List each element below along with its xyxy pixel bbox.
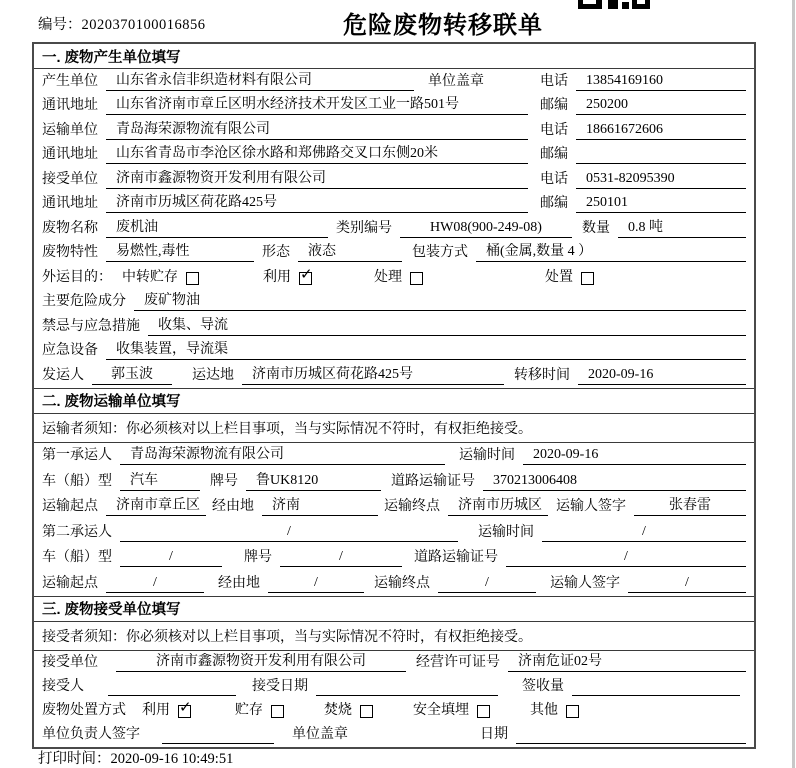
- field-label: 经营许可证号: [416, 654, 500, 670]
- checkbox-checked: [299, 264, 313, 285]
- field-value: HW08(900-249-08): [400, 219, 572, 238]
- field-label: 通讯地址: [42, 147, 98, 162]
- page-right-edge: [792, 0, 795, 768]
- field-value: 青岛海荣源物流有限公司: [106, 121, 528, 140]
- field-value: 液态: [298, 243, 402, 262]
- qr-code-fragment: [578, 0, 650, 9]
- field-value: 易燃性,毒性: [106, 243, 254, 262]
- print-time-value: 2020-09-16 10:49:51: [110, 751, 234, 767]
- checkbox-unchecked: [271, 705, 284, 718]
- field-label: 邮编: [540, 147, 568, 162]
- field-value: 废矿物油: [134, 292, 746, 311]
- field-value: 济南市鑫源物资开发利用有限公司: [106, 170, 528, 189]
- print-time-row: [38, 747, 233, 768]
- field-label: 其他: [530, 702, 558, 718]
- field-value: 370213006408: [483, 472, 746, 491]
- check-mark-icon: ✓: [179, 697, 192, 716]
- field-label: 运输起点: [42, 575, 98, 591]
- form-row: [34, 651, 754, 675]
- field-label: 应急设备: [42, 343, 98, 358]
- form-row: [34, 118, 754, 143]
- field-label: 电话: [540, 122, 568, 138]
- form-row: [34, 192, 754, 217]
- field-label: 类别编号: [336, 220, 392, 236]
- field-value: 0531-82095390: [576, 170, 746, 189]
- checkbox-checked: [178, 697, 192, 718]
- form-row: [34, 69, 754, 94]
- field-label: 安全填埋: [413, 702, 469, 718]
- field-label: 车（船）型: [42, 550, 112, 565]
- form-row: [34, 723, 754, 747]
- checkbox-unchecked: [410, 272, 423, 285]
- field-label: 运输起点: [42, 499, 98, 514]
- section: [34, 389, 754, 597]
- field-value: 济南市历城区荷花路425号: [242, 366, 504, 385]
- field-value: [572, 677, 740, 696]
- field-value: 济南危证02号: [508, 653, 746, 672]
- checkbox-unchecked: [360, 705, 373, 718]
- field-label: 处理: [374, 269, 402, 285]
- field-label: 单位盖章: [292, 726, 348, 742]
- field-value: 济南市历城区: [448, 497, 548, 516]
- field-value: 郭玉波: [92, 366, 172, 385]
- field-value: 2020-09-16: [523, 446, 746, 465]
- field-label: 废物处置方式: [42, 702, 126, 718]
- field-value: /: [120, 548, 222, 567]
- field-label: 利用: [263, 269, 291, 285]
- form-row: [34, 94, 754, 119]
- form-row: [34, 339, 754, 364]
- field-value: [162, 725, 274, 744]
- form-row: [34, 290, 754, 315]
- field-value: 山东省永信非织造材料有限公司: [106, 72, 414, 91]
- field-label: 运输人签字: [550, 575, 620, 591]
- form-row: [34, 167, 754, 192]
- field-value: 张春雷: [634, 497, 746, 516]
- checkbox-unchecked: [186, 272, 199, 285]
- field-value: 山东省青岛市李沧区徐水路和郑佛路交叉口东侧20米: [106, 145, 528, 164]
- field-value: 桶(金属,数量 4 ）: [476, 243, 746, 262]
- field-label: 电话: [540, 73, 568, 89]
- field-value: 2020-09-16: [578, 366, 746, 385]
- field-label: 焚烧: [324, 702, 352, 718]
- section-title: 三. 废物接受单位填写: [34, 597, 754, 622]
- checkbox-unchecked: [581, 272, 594, 285]
- serial-row: [38, 13, 206, 34]
- field-label: 牌号: [210, 473, 238, 489]
- field-label: 接受单位: [42, 171, 98, 187]
- form-row: [34, 494, 754, 520]
- field-value: [108, 677, 236, 696]
- field-value: 250200: [576, 96, 746, 115]
- field-value: 13854169160: [576, 72, 746, 91]
- form-row: [34, 699, 754, 723]
- field-label: 车（船）型: [42, 473, 112, 489]
- field-label: 中转贮存: [122, 269, 178, 285]
- field-label: 运达地: [192, 367, 234, 383]
- field-label: 发运人: [42, 367, 84, 383]
- field-label: 包装方式: [412, 245, 468, 260]
- field-value: 汽车: [120, 472, 200, 491]
- section-title: 二. 废物运输单位填写: [34, 389, 754, 414]
- field-value: 收集、导流: [148, 317, 746, 336]
- field-value: /: [438, 574, 536, 593]
- print-time-label: 打印时间：: [38, 751, 111, 767]
- field-label: 产生单位: [42, 73, 98, 89]
- section-title: 一. 废物产生单位填写: [34, 44, 754, 69]
- form-row: [34, 675, 754, 699]
- field-value: 250101: [576, 194, 746, 213]
- field-value: /: [506, 548, 746, 567]
- field-value: /: [628, 574, 746, 593]
- field-value: [316, 677, 498, 696]
- field-value: /: [106, 574, 204, 593]
- page-title: 危险废物转移联单: [343, 12, 543, 39]
- field-label: 道路运输证号: [414, 550, 498, 565]
- field-value: 济南市历城区荷花路425号: [106, 194, 528, 213]
- field-label: 运输时间: [478, 524, 534, 540]
- field-value: /: [268, 574, 364, 593]
- field-label: 形态: [262, 245, 290, 260]
- field-label: 禁忌与应急措施: [42, 318, 140, 334]
- field-label: 外运目的：: [42, 269, 112, 285]
- field-label: 第二承运人: [42, 524, 112, 540]
- field-value: 山东省济南市章丘区明水经济技术开发区工业一路501号: [106, 96, 528, 115]
- field-label: 接受人: [42, 678, 84, 694]
- field-value: 收集装置，导流渠: [106, 341, 746, 360]
- notice-text: 运输者须知：你必须核对以上栏目事项，当与实际情况不符时，有权拒绝接受。: [34, 414, 754, 443]
- field-label: 经由地: [212, 499, 254, 514]
- field-value: 济南: [262, 497, 378, 516]
- field-value: 济南市鑫源物资开发利用有限公司: [116, 653, 406, 672]
- field-label: 接受单位: [42, 654, 98, 670]
- field-value: /: [542, 523, 746, 542]
- field-label: 主要危险成分: [42, 294, 126, 309]
- field-label: 转移时间: [514, 367, 570, 383]
- form-row: [34, 143, 754, 168]
- field-label: 邮编: [540, 98, 568, 113]
- form-row: [34, 519, 754, 545]
- notice-text: 接受者须知：你必须核对以上栏目事项，当与实际情况不符时，有权拒绝接受。: [34, 622, 754, 651]
- field-label: 日期: [480, 726, 508, 742]
- field-label: 道路运输证号: [391, 473, 475, 489]
- field-value: 济南市章丘区: [106, 497, 206, 516]
- field-label: 经由地: [218, 575, 260, 591]
- form-row: [34, 363, 754, 388]
- field-value: /: [280, 548, 402, 567]
- checkbox-unchecked: [566, 705, 579, 718]
- check-mark-icon: ✓: [300, 264, 313, 283]
- field-label: 废物名称: [42, 220, 98, 236]
- field-label: 牌号: [244, 550, 272, 565]
- field-value: [516, 725, 746, 744]
- field-value: /: [120, 523, 458, 542]
- field-label: 运输单位: [42, 122, 98, 138]
- field-label: 利用: [142, 702, 170, 718]
- field-label: 运输人签字: [556, 499, 626, 514]
- form-row: [34, 570, 754, 596]
- form-row: [34, 468, 754, 494]
- field-label: 通讯地址: [42, 98, 98, 113]
- field-label: 运输终点: [384, 499, 440, 514]
- serial-label: 编号：: [38, 17, 82, 33]
- field-value: [576, 145, 746, 164]
- field-label: 电话: [540, 171, 568, 187]
- field-label: 贮存: [235, 702, 263, 718]
- transfer-form-table: [32, 42, 756, 749]
- form-row: [34, 241, 754, 266]
- field-value: 鲁UK8120: [246, 472, 381, 491]
- field-label: 签收量: [522, 678, 564, 694]
- section: [34, 44, 754, 389]
- field-label: 单位盖章: [428, 73, 484, 89]
- field-label: 邮编: [540, 196, 568, 211]
- field-label: 处置: [545, 269, 573, 285]
- field-value: 0.8 吨: [618, 219, 746, 238]
- field-label: 第一承运人: [42, 448, 112, 463]
- field-label: 运输时间: [459, 448, 515, 463]
- form-row: [34, 216, 754, 241]
- checkbox-unchecked: [477, 705, 490, 718]
- field-value: 青岛海荣源物流有限公司: [120, 446, 445, 465]
- form-row: [34, 265, 754, 290]
- form-row: [34, 545, 754, 571]
- serial-number: 2020370100016856: [81, 17, 206, 33]
- field-label: 通讯地址: [42, 196, 98, 211]
- field-label: 废物特性: [42, 245, 98, 260]
- field-label: 数量: [582, 220, 610, 236]
- field-label: 运输终点: [374, 575, 430, 591]
- form-row: [34, 314, 754, 339]
- form-row: [34, 443, 754, 469]
- section: [34, 597, 754, 747]
- field-value: 18661672606: [576, 121, 746, 140]
- field-value: 废机油: [106, 219, 328, 238]
- field-label: 接受日期: [252, 678, 308, 694]
- field-label: 单位负责人签字: [42, 726, 140, 742]
